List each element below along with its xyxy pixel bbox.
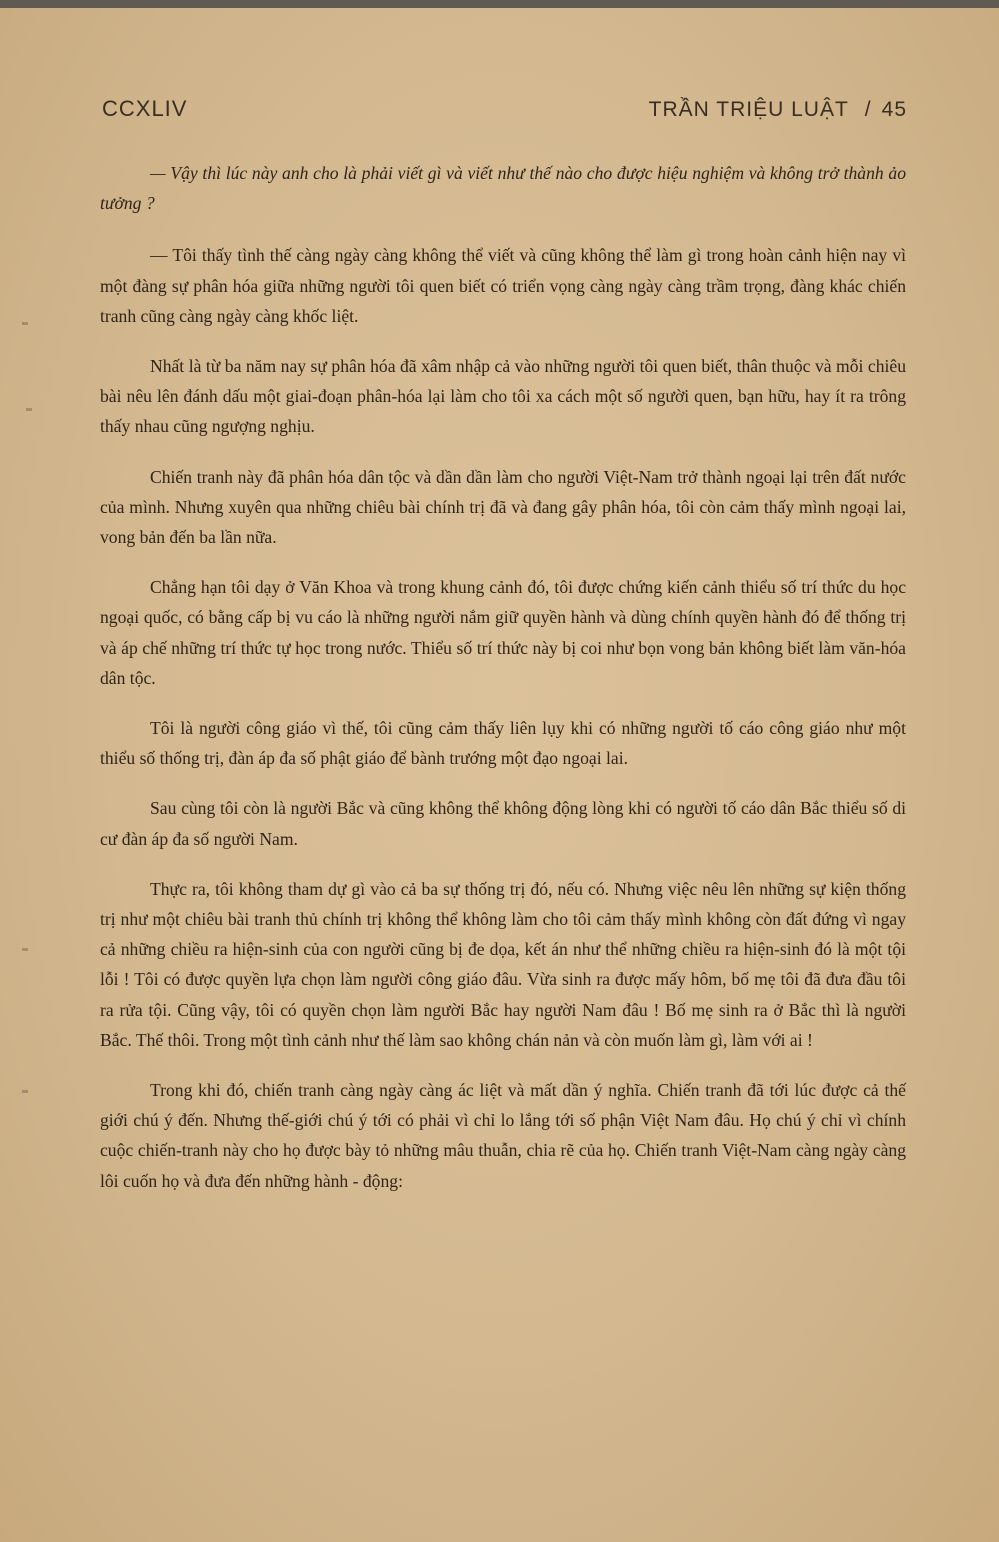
- margin-mark: [22, 948, 28, 951]
- running-title: TRẦN TRIỆU LUẬT: [648, 98, 849, 121]
- page-number: 45: [881, 98, 907, 121]
- paragraph: Chiến tranh này đã phân hóa dân tộc và dần dần làm cho người Việt-Nam trở thành ngoại lại trên đất nước của mình. Nhưng xuyên qua những chiêu bài chính trị đã và đang gây phân hóa, tôi còn cảm thấy mình ngoại lai, vong bản đến ba lần nữa.: [100, 466, 906, 548]
- page-top-edge: [0, 0, 999, 8]
- paragraph: Nhất là từ ba năm nay sự phân hóa đã xâm nhập cả vào những người tôi quen biết, thân thuộc và mỗi chiêu bài nêu lên đánh dấu một giai-đoạn phân-hóa lại làm cho tôi xa cách một số người quen, bạn hữu, hay ít ra trông thấy nhau cũng ngượng nghịu.: [100, 356, 906, 437]
- running-header: [102, 96, 907, 130]
- paragraph-question: — Vậy thì lúc này anh cho là phải viết gì và viết như thế nào cho được hiệu nghiệm và không trở thành ảo tưởng ?: [100, 163, 906, 214]
- running-header-left: CCXLIV: [102, 96, 188, 121]
- paragraph: Tôi là người công giáo vì thế, tôi cũng cảm thấy liên lụy khi có những người tố cáo công giáo như một thiểu số thống trị, đàn áp đa số phật giáo để bành trướng một đạo ngoại lai.: [100, 718, 906, 769]
- paragraph: Chẳng hạn tôi dạy ở Văn Khoa và trong khung cảnh đó, tôi được chứng kiến cảnh thiểu số trí thức du học ngoại quốc, có bằng cấp bị vu cáo là những người nắm giữ quyền hành và dùng chính quyền hành đó để thống trị và áp chế những trí thức tự học trong nước. Thiểu số trí thức này bị coi như bọn vong bản không biết làm văn-hóa dân tộc.: [100, 577, 906, 688]
- running-header-right: [649, 98, 907, 122]
- body-text: [100, 158, 906, 1196]
- paragraph: Trong khi đó, chiến tranh càng ngày càng ác liệt và mất dần ý nghĩa. Chiến tranh đã tới lúc được cả thế giới chú ý đến. Nhưng thế-giới chú ý tới có phải vì chỉ lo lắng tới số phận Việt Nam đâu. Họ chú ý chỉ vì chính cuộc chiến-tranh này cho họ được bày tỏ những mâu thuẫn, chia rẽ của họ. Chiến tranh Việt-Nam càng ngày càng lôi cuốn họ và đưa đến những hành - động:: [100, 1080, 906, 1191]
- paragraph: Sau cùng tôi còn là người Bắc và cũng không thể không động lòng khi có người tố cáo dân Bắc thiểu số di cư đàn áp đa số người Nam.: [100, 798, 906, 849]
- paragraph: — Tôi thấy tình thế càng ngày càng không thể viết và cũng không thể làm gì trong hoàn cảnh hiện nay vì một đàng sự phân hóa giữa những người tôi quen biết có triển vọng càng ngày càng trầm trọng, đàng khác chiến tranh cũng càng ngày càng khốc liệt.: [100, 245, 906, 326]
- margin-mark: [22, 1090, 28, 1093]
- margin-mark: [26, 408, 32, 411]
- paragraph: Thực ra, tôi không tham dự gì vào cả ba sự thống trị đó, nếu có. Nhưng việc nêu lên những sự kiện thống trị như một chiêu bài tranh thủ chính trị không thể không làm cho tôi cảm thấy mình không còn đất đứng vì ngay cả những chiều ra hiện-sinh của con người cũng bị đe dọa, kết án như thể những chiều ra hiện-sinh đó là một tội lỗi ! Tôi có được quyền lựa chọn làm người công giáo đâu. Vừa sinh ra được mấy hôm, bố mẹ tôi đã đưa đầu tôi ra rửa tội. Cũng vậy, tôi có quyền chọn làm người Bắc hay người Nam đâu ! Bố mẹ sinh ra ở Bắc thì là người Bắc. Thế thôi. Trong một tình cảnh như thế làm sao không chán nản và còn muốn làm gì, làm với ai !: [100, 878, 906, 1050]
- margin-mark: [22, 322, 28, 325]
- header-separator: /: [864, 98, 872, 121]
